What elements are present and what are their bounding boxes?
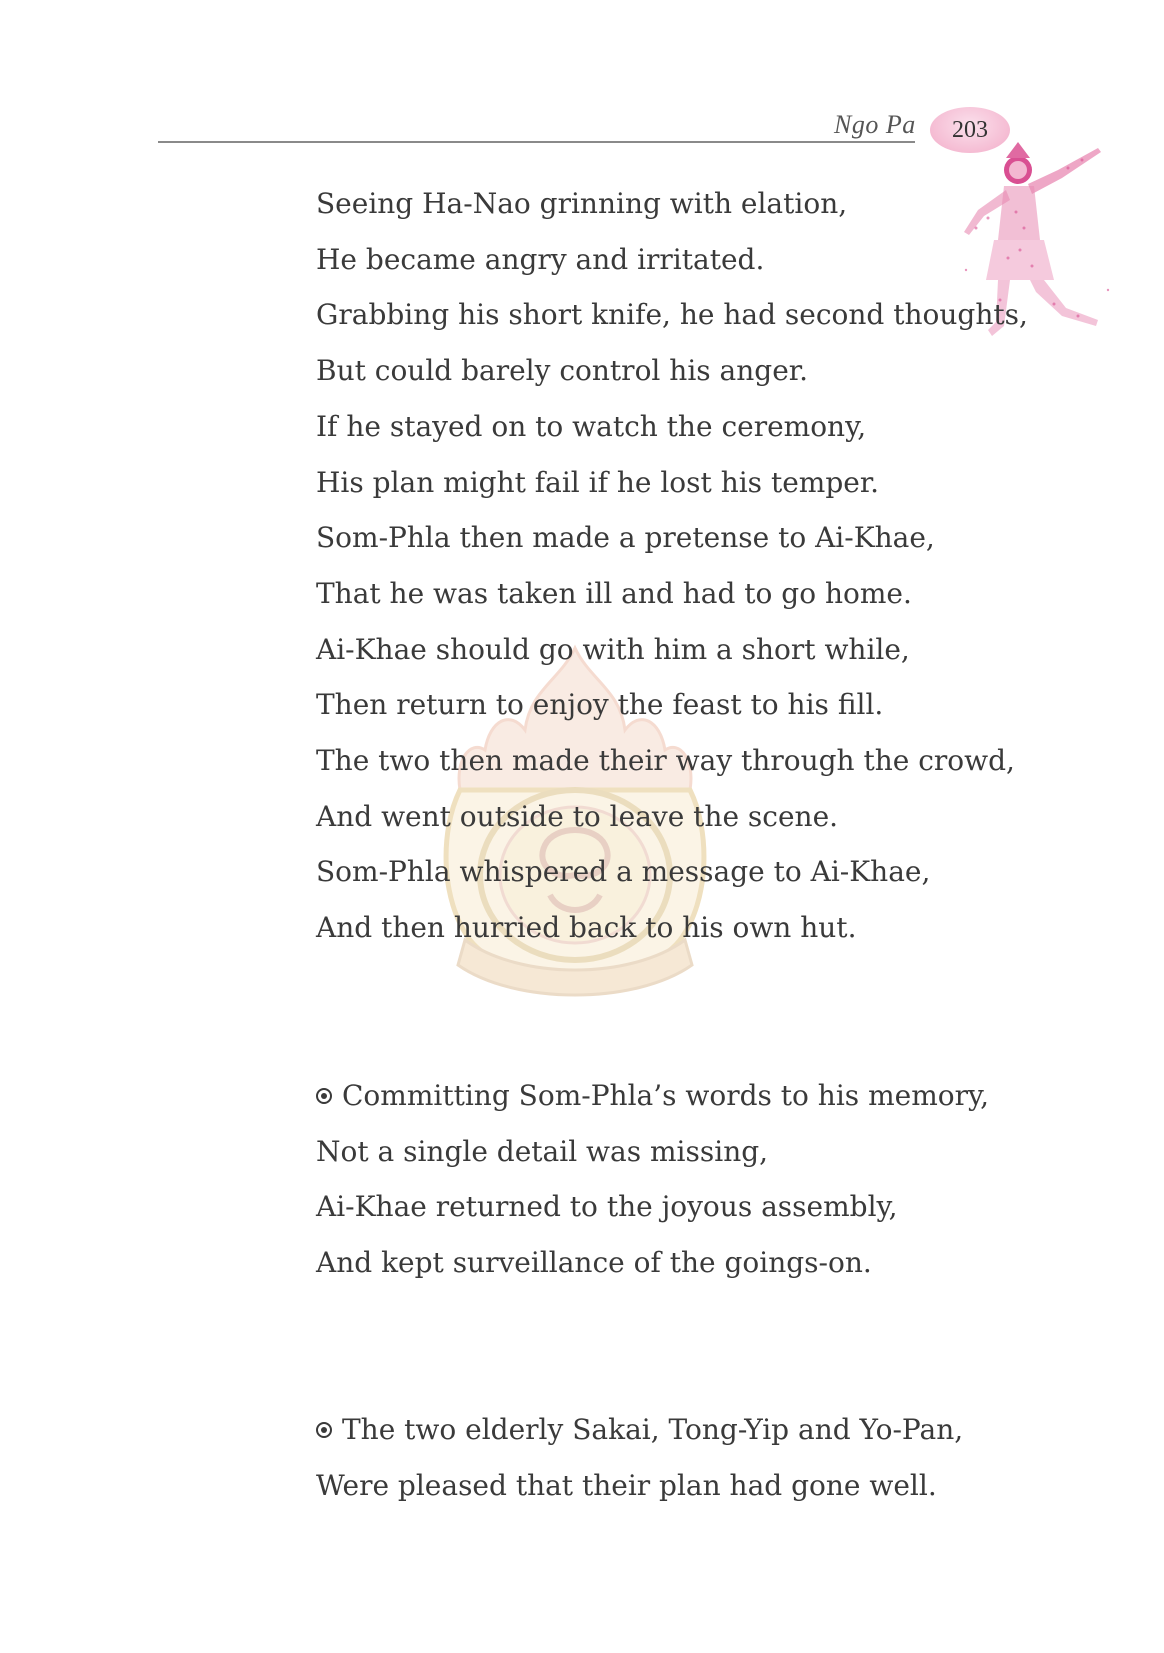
- poem-line-bulleted: [316, 1068, 989, 1124]
- poem-line: Som-Phla whispered a message to Ai-Khae,: [316, 855, 931, 889]
- poem-line: Were pleased that their plan had gone well.: [316, 1468, 937, 1502]
- poem-line-text: The two elderly Sakai, Tong-Yip and Yo-Pan,: [342, 1413, 964, 1446]
- poem-line: Ai-Khae returned to the joyous assembly,: [316, 1190, 898, 1224]
- poem-line: He became angry and irritated.: [316, 242, 765, 276]
- poem-line: Ai-Khae should go with him a short while,: [316, 632, 910, 666]
- poem-line: Seeing Ha-Nao grinning with elation,: [316, 187, 848, 220]
- stanza-2: [316, 1068, 989, 1291]
- poem-line: That he was taken ill and had to go home.: [316, 576, 912, 610]
- poem-line: Som-Phla then made a pretense to Ai-Khae,: [316, 521, 935, 555]
- poem-line-text: Committing Som-Phla’s words to his memory,: [342, 1079, 989, 1112]
- poem-line: And then hurried back to his own hut.: [316, 911, 857, 945]
- poem-line: Then return to enjoy the feast to his fill.: [316, 688, 884, 722]
- running-title: Ngo Pa: [834, 110, 916, 139]
- poem-line: If he stayed on to watch the ceremony,: [316, 409, 867, 443]
- header-rule: [158, 141, 915, 143]
- poem-line: And kept surveillance of the goings-on.: [316, 1246, 872, 1280]
- poem-line: But could barely control his anger.: [316, 354, 808, 388]
- bullet-icon: [316, 1422, 332, 1438]
- poem-line: His plan might fail if he lost his temper.: [316, 465, 880, 499]
- poem-line: The two then made their way through the crowd,: [316, 744, 1015, 778]
- poem-line: Not a single detail was missing,: [316, 1134, 769, 1168]
- poem-line: Grabbing his short knife, he had second thoughts,: [316, 298, 1028, 332]
- poem-line: And went outside to leave the scene.: [316, 799, 839, 833]
- page-number: 203: [952, 116, 988, 143]
- stanza-1: [316, 176, 1028, 956]
- poem-line-bulleted: [316, 1402, 963, 1458]
- bullet-icon: [316, 1088, 332, 1104]
- stanza-3: [316, 1402, 963, 1513]
